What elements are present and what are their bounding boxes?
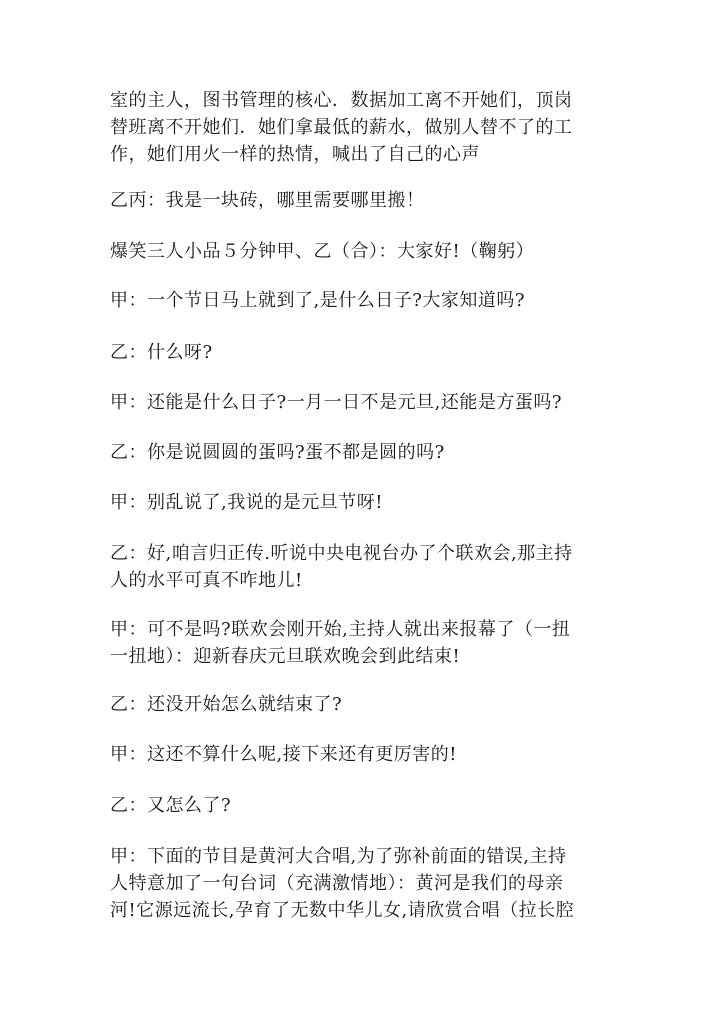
text-line: 甲：这还不算什么呢,接下来还有更厉害的! — [110, 744, 457, 765]
paragraph-dialogue — [110, 389, 562, 416]
paragraph-dialogue — [110, 741, 457, 768]
text-line: 乙丙：我是一块砖，哪里需要哪里搬！ — [110, 190, 425, 211]
paragraph-dialogue — [110, 843, 574, 924]
paragraph-dialogue — [110, 439, 445, 466]
paragraph-intro — [110, 87, 573, 168]
text-line: 爆笑三人小品５分钟甲、乙（合）：大家好!（鞠躬） — [110, 241, 535, 262]
text-line: 乙：又怎么了? — [110, 795, 232, 816]
text-line: 甲：还能是什么日子?一月一日不是元旦,还能是方蛋吗? — [110, 392, 563, 413]
paragraph-title — [110, 238, 534, 265]
paragraph-dialogue — [110, 616, 570, 670]
paragraph-dialogue — [110, 691, 342, 718]
text-line: 乙：还没开始怎么就结束了? — [110, 694, 343, 715]
text-line: 室的主人，图书管理的核心．数据加工离不开她们，顶岗 — [110, 90, 573, 111]
paragraph-dialogue — [110, 792, 231, 819]
text-line: 人的水平可真不咋地儿! — [110, 570, 303, 591]
text-line: 甲：别乱说了,我说的是元旦节呀! — [110, 492, 383, 513]
text-line: 甲：一个节日马上就到了,是什么日子?大家知道吗? — [110, 290, 526, 311]
text-line: 乙：好,咱言归正传.听说中央电视台办了个联欢会,那主持 — [110, 543, 573, 564]
text-line: 河!它源远流长,孕育了无数中华儿女,请欣赏合唱（拉长腔 — [110, 900, 575, 921]
text-line: 一扭地）：迎新春庆元旦联欢晚会到此结束! — [110, 646, 461, 667]
paragraph-dialogue — [110, 540, 573, 594]
text-line: 人特意加了一句台词（充满激情地）：黄河是我们的母亲 — [110, 873, 564, 894]
text-line: 替班离不开她们．她们拿最低的薪水，做别人替不了的工 — [110, 117, 573, 138]
paragraph-dialogue — [110, 287, 525, 314]
text-line: 乙：什么呀? — [110, 342, 213, 363]
paragraph-dialogue — [110, 187, 425, 214]
paragraph-dialogue — [110, 489, 383, 516]
text-line: 甲：下面的节目是黄河大合唱,为了弥补前面的错误,主持 — [110, 846, 567, 867]
text-line: 甲：可不是吗?联欢会刚开始,主持人就出来报幕了（一扭 — [110, 619, 571, 640]
text-line: 作，她们用火一样的热情，喊出了自己的心声 — [110, 144, 480, 165]
text-line: 乙：你是说圆圆的蛋吗?蛋不都是圆的吗? — [110, 442, 445, 463]
paragraph-dialogue — [110, 339, 213, 366]
